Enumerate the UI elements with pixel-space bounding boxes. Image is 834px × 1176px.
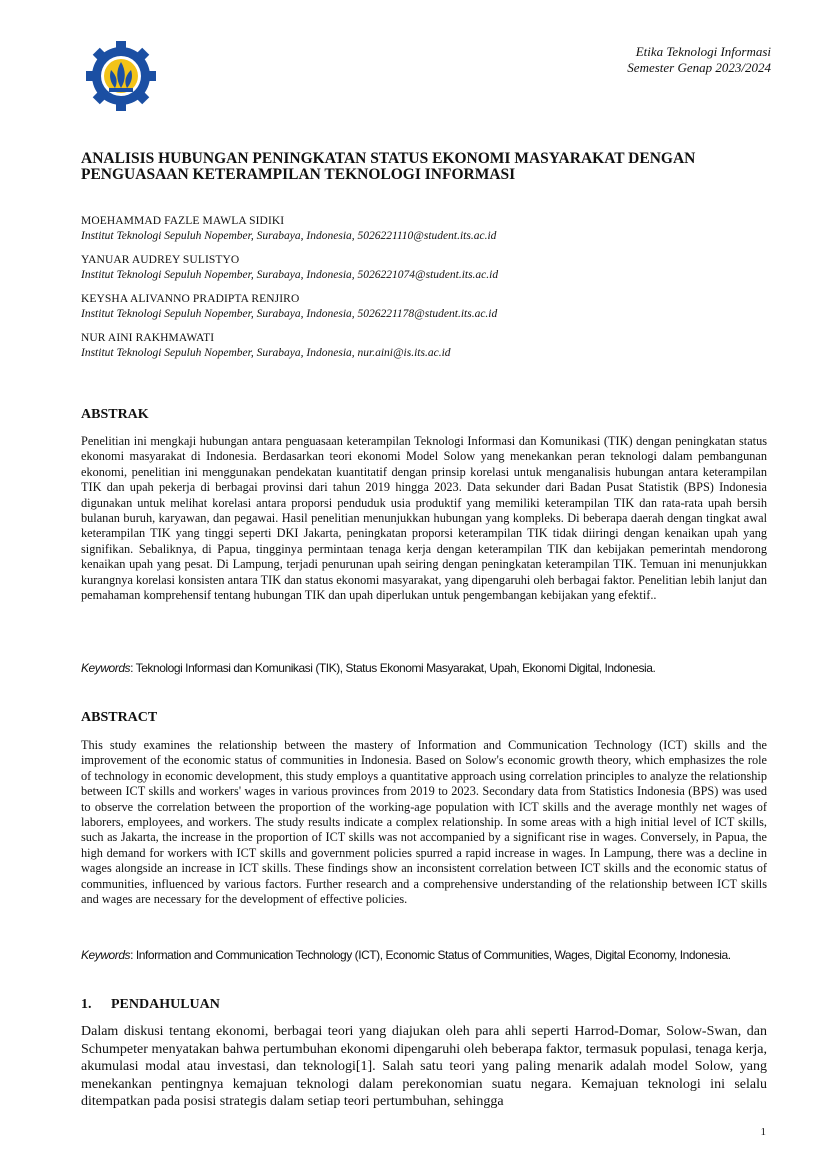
introduction-body: Dalam diskusi tentang ekonomi, berbagai teori yang diajukan oleh para ahli seperti Harrod-Domar, Solow-Swan, dan Schumpeter menyatakan bahwa pertumbuhan ekonomi dipengaruhi oleh beberapa faktor, termasuk populasi, tenaga kerja, akumulasi modal atau investasi, dan teknologi[1]. Salah satu teori yang paling menarik adalah model Solow, yang menekankan pentingnya kemajuan teknologi dalam perekonomian suatu negara. Kemajuan teknologi ini selalu ditempatkan pada posisi strategis dalam setiap teori pertumbuhan, sehingga (81, 1024, 767, 1110)
page-number: 1 (760, 1126, 766, 1138)
author-name: NUR AINI RAKHMAWATI (81, 332, 215, 344)
abstrak-body: Penelitian ini mengkaji hubungan antara penguasaan keterampilan Teknologi Informasi dan Komunikasi (TIK) dengan peningkatan status ekonomi masyarakat di Indonesia. Berdasarkan teori ekonomi Model Solow yang menekankan peran teknologi dalam pembangunan ekonomi, penelitian ini menggunakan pendekatan kuantitatif dengan prinsip korelasi untuk menganalisis hubungan antara keterampilan TIK dan upah pekerja di berbagai provinsi dari tahun 2019 hingga 2023. Data sekunder dari Badan Pusat Statistik (BPS) Indonesia digunakan untuk melihat korelasi antara proporsi penduduk usia produktif yang memiliki keterampilan TIK dan rata-rata upah bersih bulanan buruh, karyawan, dan pegawai. Hasil penelitian menunjukkan hubungan yang kompleks. Di beberapa daerah dengan tingkat awal keterampilan TIK yang tinggi seperti DKI Jakarta, peningkatan proporsi keterampilan TIK tidak diiringi dengan kenaikan upah yang signifikan. Sebaliknya, di Papua, tingginya permintaan tenaga kerja dengan keterampilan TIK dan kebijakan pemerintah mendorong kenaikan upah yang pesat. Di Lampung, terjadi penurunan upah seiring dengan peningkatan keterampilan TIK. Temuan ini menunjukkan kurangnya korelasi konsisten antara TIK dan status ekonomi masyarakat, yang dipengaruhi oleh berbagai faktor. Penelitian lebih lanjut dan pemahaman komprehensif tentang hubungan TIK dan upah diperlukan untuk pengembangan kebijakan yang efektif.. (81, 434, 767, 603)
introduction-heading (81, 997, 220, 1013)
its-logo-icon (86, 41, 156, 111)
paper-title: ANALISIS HUBUNGAN PENINGKATAN STATUS EKONOMI MASYARAKAT DENGAN PENGUASAAN KETERAMPILAN TEKNOLOGI INFORMASI (81, 150, 696, 183)
abstrak-keywords (81, 661, 767, 676)
author-entry (81, 292, 771, 322)
abstract-keywords (81, 948, 767, 963)
keywords-text: : Information and Communication Technology (ICT), Economic Status of Communities, Wages, Digital Economy, Indonesia. (130, 948, 731, 962)
semester: Semester Genap 2023/2024 (627, 60, 771, 75)
author-name: YANUAR AUDREY SULISTYO (81, 254, 240, 266)
author-name: KEYSHA ALIVANNO PRADIPTA RENJIRO (81, 293, 300, 305)
abstract-heading: ABSTRACT (81, 710, 158, 725)
author-entry (81, 331, 771, 361)
running-header (627, 44, 771, 76)
author-affiliation: Institut Teknologi Sepuluh Nopember, Surabaya, Indonesia, 5026221110@student.its.ac.id (81, 230, 497, 242)
abstrak-heading: ABSTRAK (81, 407, 149, 422)
abstract-body: This study examines the relationship between the mastery of Information and Communication Technology (ICT) skills and the improvement of the economic status of communities in Indonesia. Based on Solow's economic growth theory, which emphasizes the role of technology in economic development, this study employs a quantitative approach using correlation principles to analyze the relationship between ICT skills and workers' wages in various provinces from 2019 to 2023. Secondary data from Statistics Indonesia (BPS) was used to observe the correlation between the proportion of the working-age population with ICT skills and the average monthly net wages of laborers, employees, and workers. The study results indicate a complex relationship. In some areas with a high initial level of ICT skills, such as Jakarta, the increase in the proportion of ICT skills was not accompanied by a significant rise in wages. Conversely, in Papua, the high demand for workers with ICT skills and government policies spurred a rapid increase in wages. In Lampung, there was a decline in wages alongside an increase in ICT skills. These findings show an inconsistent correlation between ICT skills and the economic status of communities, influenced by various factors. Further research and a comprehensive understanding of the relationship between ICT skills and wages are necessary for the development of effective policies. (81, 738, 767, 907)
course-name: Etika Teknologi Informasi (635, 44, 771, 59)
section-number: 1. (81, 997, 92, 1012)
section-title: PENDAHULUAN (111, 997, 220, 1012)
author-name: MOEHAMMAD FAZLE MAWLA SIDIKI (81, 215, 285, 227)
keywords-label: Keywords (81, 661, 131, 675)
keywords-text: : Teknologi Informasi dan Komunikasi (TIK), Status Ekonomi Masyarakat, Upah, Ekonomi Digital, Indonesia. (130, 661, 656, 675)
author-entry (81, 214, 771, 244)
keywords-label: Keywords (81, 948, 131, 962)
author-list (81, 214, 771, 370)
author-affiliation: Institut Teknologi Sepuluh Nopember, Surabaya, Indonesia, 5026221074@student.its.ac.id (81, 269, 499, 281)
author-entry (81, 253, 771, 283)
author-affiliation: Institut Teknologi Sepuluh Nopember, Surabaya, Indonesia, nur.aini@is.its.ac.id (81, 347, 451, 359)
author-affiliation: Institut Teknologi Sepuluh Nopember, Surabaya, Indonesia, 5026221178@student.its.ac.id (81, 308, 498, 320)
